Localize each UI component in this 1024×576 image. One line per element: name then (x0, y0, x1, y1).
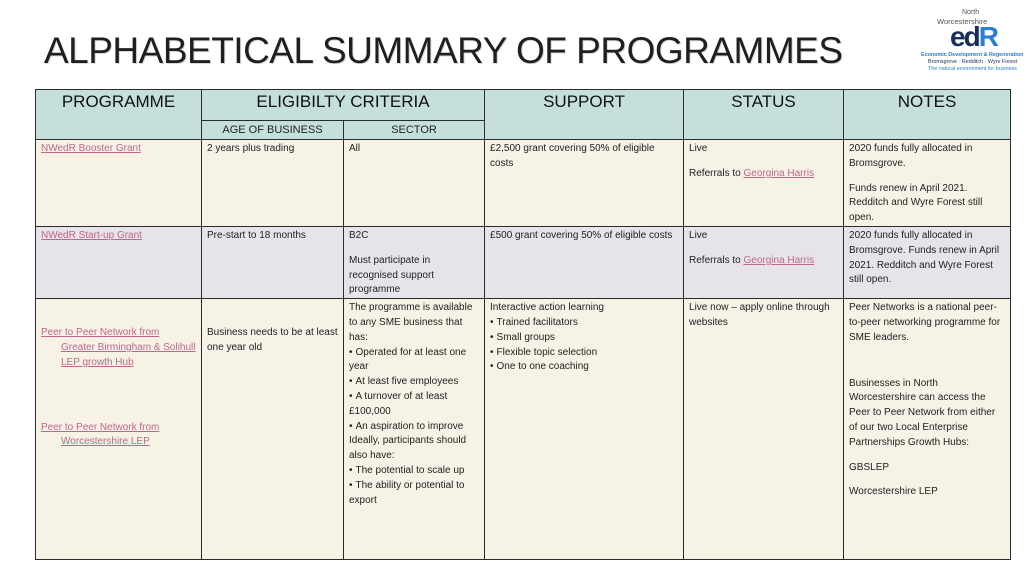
page-title: ALPHABETICAL SUMMARY OF PROGRAMMES (44, 30, 843, 71)
notes-text: Funds renew in April 2021. Redditch and Wyre Forest still open. (849, 182, 983, 224)
programmes-table (35, 89, 1011, 560)
georgina-harris-link[interactable]: Georgina Harris (743, 167, 815, 179)
header-eligibility: ELIGIBILTY CRITERIA (202, 90, 485, 121)
logo-line-worcestershire: Worcestershire (937, 17, 988, 26)
support-cell (485, 299, 684, 560)
logo-line-north: North (962, 9, 980, 16)
sector-bullet: • Operated for at least one year (349, 346, 479, 376)
referral-prefix: Referrals to (689, 167, 744, 179)
status-text: Live (689, 143, 708, 154)
support-intro: Interactive action learning (490, 302, 604, 314)
logo-tagline-1: Economic Development & Regeneration (921, 52, 1024, 58)
status-cell (684, 140, 844, 227)
sector-cell (344, 226, 485, 298)
support-cell: £2,500 grant covering 50% of eligible costs (485, 140, 684, 227)
age-cell: Pre-start to 18 months (202, 226, 344, 298)
sector-text: B2C (349, 229, 369, 241)
age-cell (202, 299, 344, 560)
sector-text: Must participate in recognised support programme (349, 254, 435, 296)
sector-cell (344, 299, 485, 560)
status-referral (689, 254, 838, 269)
status-cell: Live now – apply online through websites (684, 299, 844, 560)
age-cell: 2 years plus trading (202, 140, 344, 227)
table-row (36, 226, 1011, 298)
nwedr-logo (918, 8, 1024, 74)
table-row (36, 140, 1011, 227)
programme-link-startup-grant[interactable]: NWedR Start-up Grant (41, 229, 142, 241)
georgina-harris-link[interactable]: Georgina Harris (743, 254, 815, 266)
logo-mark (950, 23, 997, 51)
programme-link-booster-grant[interactable]: NWedR Booster Grant (41, 143, 141, 154)
notes-worcs-lep: Worcestershire LEP (849, 486, 938, 498)
support-bullet: • Trained facilitators (490, 316, 678, 331)
logo-tagline-3: The natural environment for business (928, 66, 1017, 72)
notes-text: 2020 funds fully allocated in Bromsgrove. (849, 143, 973, 169)
programme-link-gbslep-peer-network[interactable]: Peer to Peer Network from Greater Birmingham & Solihull LEP growth Hub (41, 327, 196, 368)
sector-bullet: • The ability or potential to export (349, 479, 479, 509)
programme-cell (36, 140, 202, 227)
logo-mark-r: R (978, 21, 997, 52)
header-notes: NOTES (844, 90, 1011, 140)
support-bullet: • Small groups (490, 331, 678, 346)
support-cell: £500 grant covering 50% of eligible costs (485, 226, 684, 298)
sector-intro: The programme is available to any SME business that has: (349, 302, 473, 343)
notes-gbslep: GBSLEP (849, 461, 890, 473)
notes-cell (844, 299, 1011, 560)
sector-bullet: • An aspiration to improve (349, 420, 479, 435)
header-sector: SECTOR (344, 121, 485, 140)
notes-text: Peer Networks is a national peer-to-peer networking programme for SME leaders. (849, 302, 1001, 343)
logo-tagline-2: Bromsgrove · Redditch · Wyre Forest (928, 59, 1018, 65)
header-support: SUPPORT (485, 90, 684, 140)
age-text: Business needs to be at least one year old (207, 327, 338, 353)
programme-cell (36, 226, 202, 298)
support-bullet: • Flexible topic selection (490, 346, 678, 361)
referral-prefix: Referrals to (689, 254, 744, 266)
header-status: STATUS (684, 90, 844, 140)
status-cell (684, 226, 844, 298)
table-row (36, 299, 1011, 560)
logo-mark-d: d (963, 21, 979, 52)
sector-bullet: • A turnover of at least £100,000 (349, 390, 479, 420)
notes-cell: 2020 funds fully allocated in Bromsgrove. Funds renew in April 2021. Redditch and Wyre Forest still open. (844, 226, 1011, 298)
notes-text: Businesses in North Worcestershire can access the Peer to Peer Network from either of our two Local Enterprise Partnerships Growth Hubs: (849, 377, 996, 448)
sector-bullet: • The potential to scale up (349, 464, 479, 479)
programme-cell (36, 299, 202, 560)
status-text: Live (689, 229, 708, 241)
notes-cell (844, 140, 1011, 227)
sector-bullet: • At least five employees (349, 375, 479, 390)
logo-mark-e: e (950, 21, 964, 52)
header-programme: PROGRAMME (36, 90, 202, 140)
header-age-of-business: AGE OF BUSINESS (202, 121, 344, 140)
status-referral (689, 167, 838, 182)
support-bullet: • One to one coaching (490, 360, 678, 375)
programme-link-worcs-lep-peer-network[interactable]: Peer to Peer Network from Worcestershire LEP (41, 421, 160, 448)
sector-cell: All (344, 140, 485, 227)
sector-ideally: Ideally, participants should also have: (349, 435, 467, 462)
